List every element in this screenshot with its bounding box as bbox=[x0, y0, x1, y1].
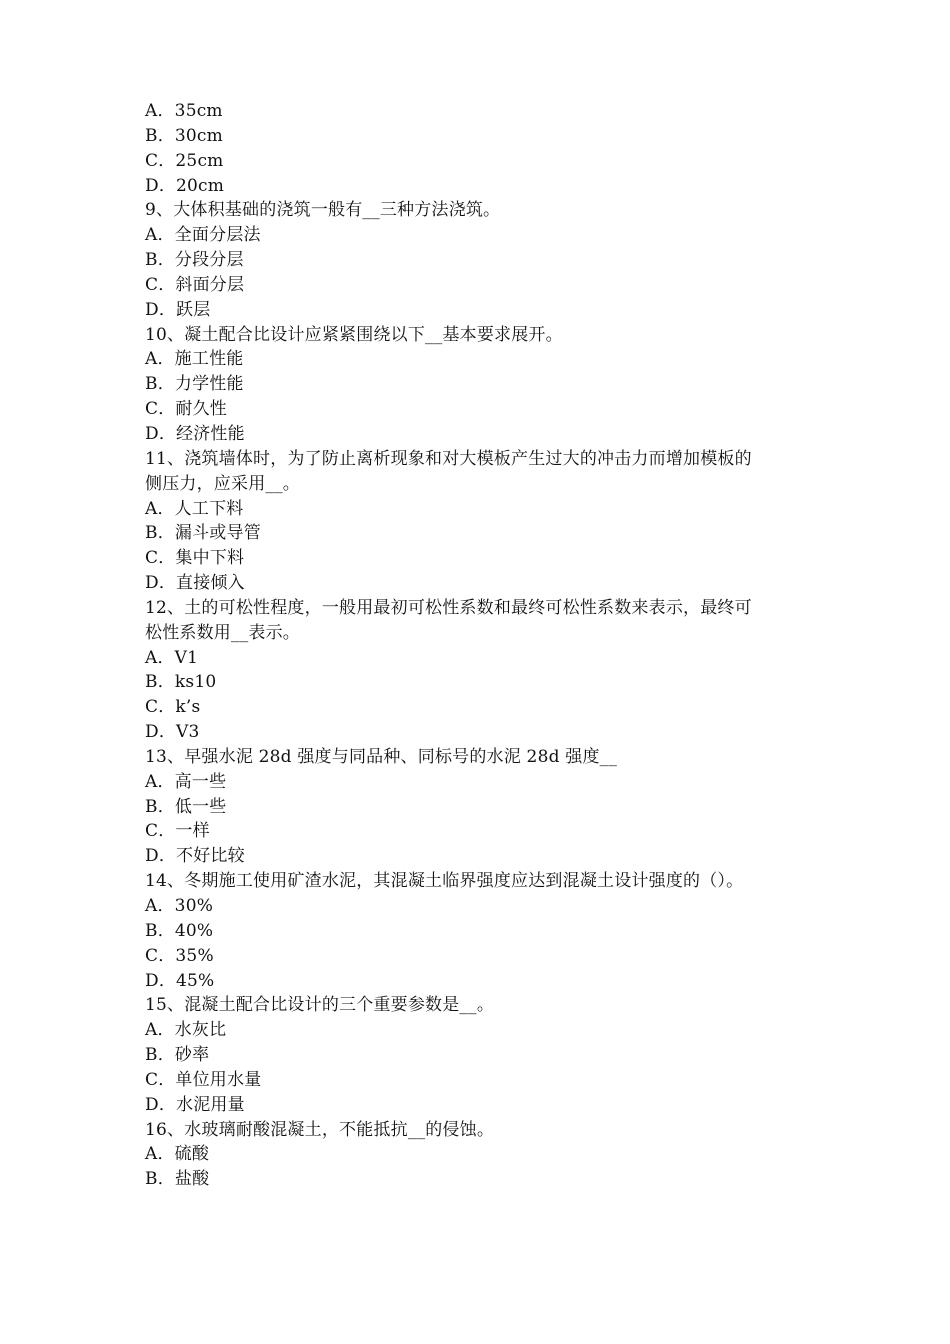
answer-option: C．35% bbox=[145, 945, 214, 966]
answer-option: B．力学性能 bbox=[145, 374, 244, 395]
answer-option: B．40% bbox=[145, 920, 214, 941]
answer-option: B．低一些 bbox=[145, 796, 227, 817]
answer-option: B．30cm bbox=[145, 125, 223, 146]
answer-option: B．砂率 bbox=[145, 1045, 210, 1066]
answer-option: D．水泥用量 bbox=[145, 1094, 245, 1115]
answer-option: A．全面分层法 bbox=[145, 225, 261, 246]
answer-option: C．耐久性 bbox=[145, 399, 228, 420]
answer-option: D．直接倾入 bbox=[145, 573, 245, 594]
question-line: 侧压力，应采用__。 bbox=[145, 473, 300, 494]
answer-option: A．水灰比 bbox=[145, 1020, 227, 1041]
question-line: 9、大体积基础的浇筑一般有__三种方法浇筑。 bbox=[145, 200, 501, 221]
answer-option: B．ks10 bbox=[145, 672, 217, 693]
question-line: 16、水玻璃耐酸混凝土，不能抵抗__的侵蚀。 bbox=[145, 1119, 495, 1140]
answer-option: D．不好比较 bbox=[145, 846, 245, 867]
answer-option: D．经济性能 bbox=[145, 423, 245, 444]
question-text bbox=[145, 596, 825, 646]
answer-option: D．20cm bbox=[145, 175, 225, 196]
question-text bbox=[145, 198, 825, 223]
answer-option: C．斜面分层 bbox=[145, 274, 245, 295]
answer-option: C．一样 bbox=[145, 821, 210, 842]
answer-option: D．45% bbox=[145, 970, 215, 991]
answer-option: C．k’s bbox=[145, 697, 201, 718]
answer-option: A．30% bbox=[145, 896, 214, 916]
answer-option: B．分段分层 bbox=[145, 250, 244, 271]
question-text bbox=[145, 447, 825, 497]
answer-option: C．集中下料 bbox=[145, 548, 245, 569]
question-text bbox=[145, 323, 825, 348]
question-line: 13、早强水泥 28d 强度与同品种、同标号的水泥 28d 强度__ bbox=[145, 746, 618, 767]
question-line: 11、浇筑墙体时，为了防止离析现象和对大模板产生过大的冲击力而增加模板的 bbox=[145, 448, 752, 469]
question-line: 松性系数用__表示。 bbox=[145, 622, 300, 643]
question-text bbox=[145, 1118, 825, 1143]
question-text bbox=[145, 993, 825, 1018]
answer-option: D．跃层 bbox=[145, 299, 211, 320]
answer-option: D．V3 bbox=[145, 722, 200, 743]
answer-option: C．25cm bbox=[145, 150, 224, 171]
question-text bbox=[145, 745, 825, 770]
answer-option: B．盐酸 bbox=[145, 1169, 210, 1190]
answer-option: A．硫酸 bbox=[145, 1144, 210, 1165]
answer-option: A．人工下料 bbox=[145, 498, 244, 519]
question-line: 12、土的可松性程度，一般用最初可松性系数和最终可松性系数来表示，最终可 bbox=[145, 597, 752, 618]
answer-option: C．单位用水量 bbox=[145, 1069, 262, 1090]
question-line: 10、凝土配合比设计应紧紧围绕以下__基本要求展开。 bbox=[145, 324, 563, 345]
answer-option: B．漏斗或导管 bbox=[145, 523, 261, 544]
answer-option: A．V1 bbox=[145, 647, 199, 668]
answer-option: A．35cm bbox=[145, 101, 223, 121]
answer-option: A．高一些 bbox=[145, 771, 227, 792]
question-line: 14、冬期施工使用矿渣水泥，其混凝土临界强度应达到混凝土设计强度的（）。 bbox=[145, 871, 744, 892]
question-text bbox=[145, 869, 825, 894]
answer-option: A．施工性能 bbox=[145, 349, 244, 370]
document-body bbox=[145, 99, 825, 1192]
question-line: 15、混凝土配合比设计的三个重要参数是__。 bbox=[145, 995, 495, 1016]
